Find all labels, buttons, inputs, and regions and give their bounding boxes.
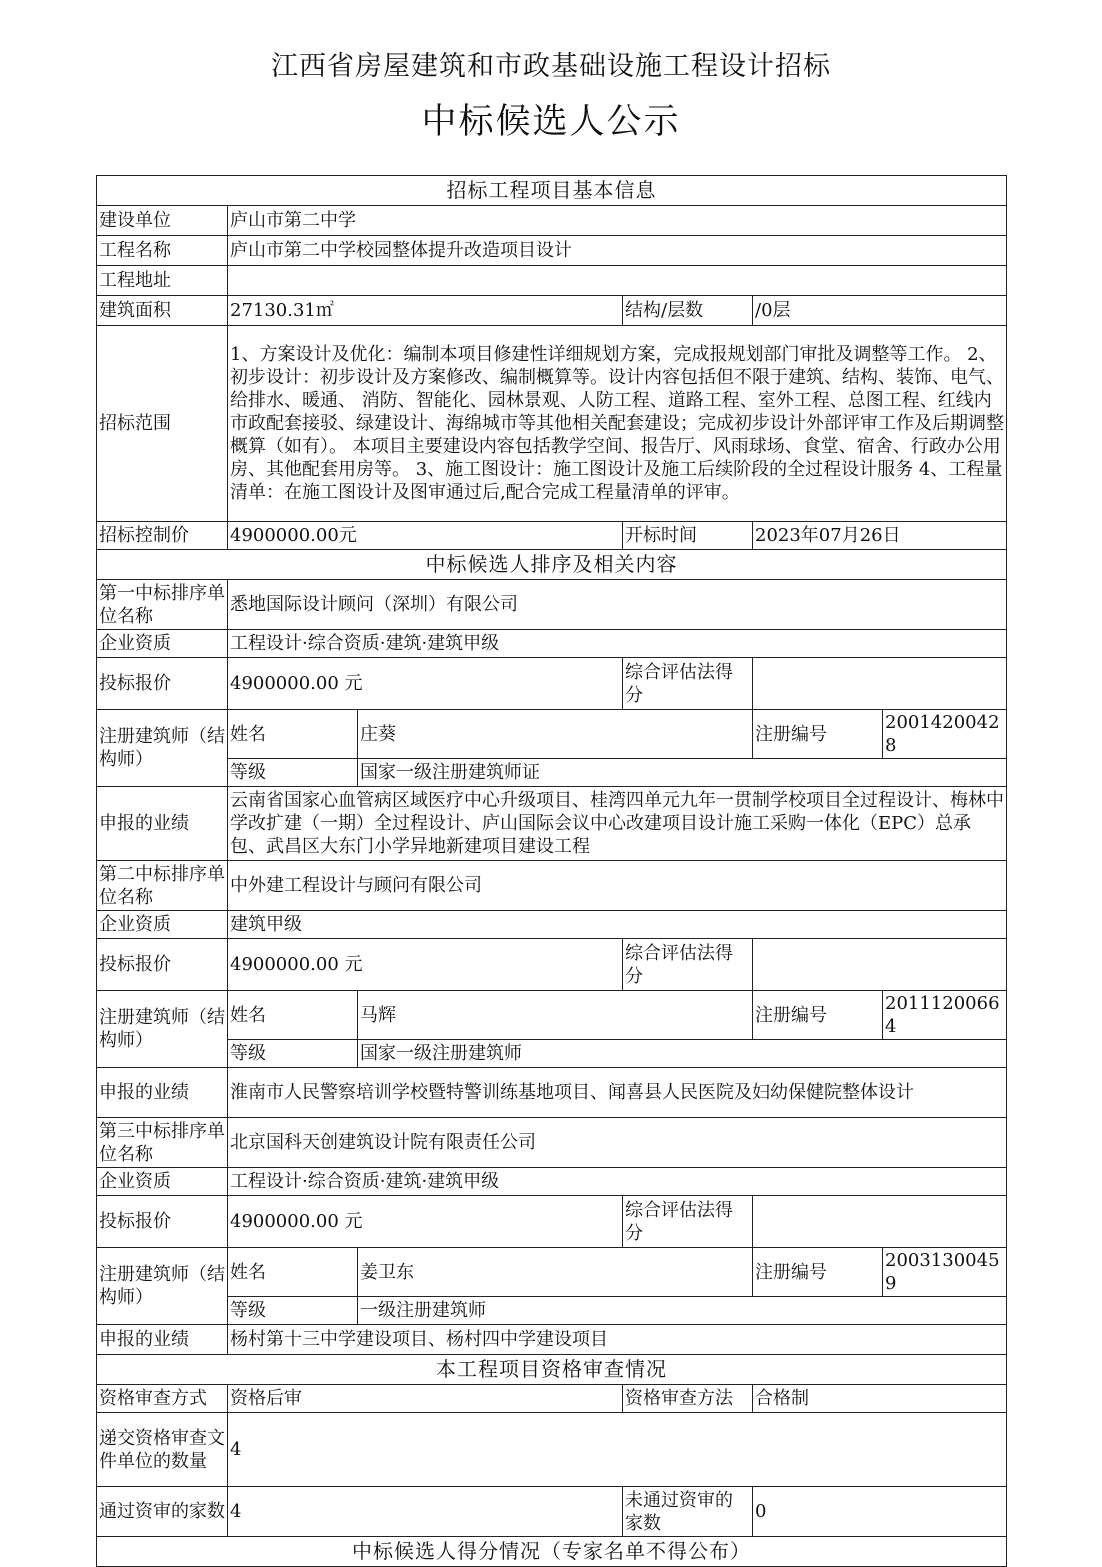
failed-count-label: 未通过资审的家数	[623, 1487, 753, 1537]
scope-label: 招标范围	[97, 326, 228, 522]
candidate-3-name-label: 姓名	[228, 1248, 358, 1297]
passed-count-label: 通过资审的家数	[97, 1487, 228, 1537]
candidate-1-bid-price-label: 投标报价	[97, 658, 228, 710]
candidate-2-qualification: 建筑甲级	[228, 911, 1007, 939]
failed-count-value: 0	[753, 1487, 1007, 1537]
submitted-count-label: 递交资格审查文件单位的数量	[97, 1413, 228, 1487]
builder-value: 庐山市第二中学	[228, 206, 1007, 236]
candidate-1-reg-no-label: 注册编号	[753, 710, 883, 759]
candidate-1-qualification-label: 企业资质	[97, 630, 228, 658]
candidate-2-score-label: 综合评估法得分	[623, 939, 753, 991]
candidate-1-rank-label: 第一中标排序单位名称	[97, 580, 228, 630]
project-name-label: 工程名称	[97, 236, 228, 266]
candidate-1-performance: 云南省国家心血管病区域医疗中心升级项目、桂湾四单元九年一贯制学校项目全过程设计、梅林中学改扩建（一期）全过程设计、庐山国际会议中心改建项目设计施工采购一体化（EPC）总承包、武昌区大东门小学异地新建项目建设工程	[228, 787, 1007, 861]
scope-value: 1、方案设计及优化：编制本项目修建性详细规划方案，完成报规划部门审批及调整等工作。 2、初步设计：初步设计及方案修改、编制概算等。设计内容包括但不限于建筑、结构、装饰、电气、给排水、暖通、 消防、智能化、园林景观、人防工程、道路工程、室外工程、总图工程、红线内市政配套接驳、绿建设计、海绵城市等其他相关配套建设；完成初步设计外部评审工作及后期调整概算（如有）。 本项目主要建设内容包括教学空间、报告厅、风雨球场、食堂、宿舍、行政办公用房、其他配套用房等。 3、施工图设计：施工图设计及施工后续阶段的全过程设计服务 4、工程量清单：在施工图设计及图审通过后,配合完成工程量清单的评审。	[228, 326, 1007, 522]
candidate-3-score-label: 综合评估法得分	[623, 1196, 753, 1248]
candidate-2-name-label: 姓名	[228, 991, 358, 1040]
builder-label: 建设单位	[97, 206, 228, 236]
candidate-2-rank-label: 第二中标排序单位名称	[97, 861, 228, 911]
candidate-1-architect-label: 注册建筑师（结构师）	[97, 710, 228, 787]
candidate-3-bid-price: 4900000.00 元	[228, 1196, 623, 1248]
candidate-3-qualification: 工程设计·综合资质·建筑·建筑甲级	[228, 1168, 1007, 1196]
candidate-1-bid-price: 4900000.00 元	[228, 658, 623, 710]
candidate-2-architect-name: 马辉	[358, 991, 753, 1040]
candidate-1-grade-label: 等级	[228, 759, 358, 787]
section-title-project-info: 招标工程项目基本信息	[97, 176, 1007, 206]
candidate-2-grade-label: 等级	[228, 1040, 358, 1068]
open-time-value: 2023年07月26日	[753, 522, 1007, 550]
candidate-3-qualification-label: 企业资质	[97, 1168, 228, 1196]
candidate-2-score	[753, 939, 1007, 991]
candidate-3-architect-name: 姜卫东	[358, 1248, 753, 1297]
candidate-1-unit: 悉地国际设计顾问（深圳）有限公司	[228, 580, 1007, 630]
passed-count-value: 4	[228, 1487, 623, 1537]
candidate-2-performance: 淮南市人民警察培训学校暨特警训练基地项目、闻喜县人民医院及妇幼保健院整体设计	[228, 1068, 1007, 1118]
candidate-1-grade: 国家一级注册建筑师证	[358, 759, 1007, 787]
announcement-table	[96, 175, 1007, 1567]
section-title-scores: 中标候选人得分情况（专家名单不得公布）	[97, 1537, 1007, 1567]
candidate-2-reg-no-label: 注册编号	[753, 991, 883, 1040]
review-method-label: 资格审查方法	[623, 1385, 753, 1413]
candidate-2-unit: 中外建工程设计与顾问有限公司	[228, 861, 1007, 911]
candidate-1-score	[753, 658, 1007, 710]
candidate-1-qualification: 工程设计·综合资质·建筑·建筑甲级	[228, 630, 1007, 658]
candidate-1-score-label: 综合评估法得分	[623, 658, 753, 710]
candidate-2-reg-no: 20111200664	[883, 991, 1007, 1040]
area-label: 建筑面积	[97, 296, 228, 326]
candidate-2-bid-price: 4900000.00 元	[228, 939, 623, 991]
section-title-qualification-review: 本工程项目资格审查情况	[97, 1355, 1007, 1385]
candidate-3-reg-no: 20031300459	[883, 1248, 1007, 1297]
candidate-3-score	[753, 1196, 1007, 1248]
candidate-2-qualification-label: 企业资质	[97, 911, 228, 939]
project-name-value: 庐山市第二中学校园整体提升改造项目设计	[228, 236, 1007, 266]
candidate-2-performance-label: 申报的业绩	[97, 1068, 228, 1118]
candidate-1-name-label: 姓名	[228, 710, 358, 759]
review-mode-value: 资格后审	[228, 1385, 623, 1413]
candidate-3-rank-label: 第三中标排序单位名称	[97, 1118, 228, 1168]
candidate-1-architect-name: 庄葵	[358, 710, 753, 759]
candidate-3-grade: 一级注册建筑师	[358, 1297, 1007, 1325]
title-line-2: 中标候选人公示	[421, 102, 681, 142]
candidate-3-performance-label: 申报的业绩	[97, 1325, 228, 1355]
candidate-3-unit: 北京国科天创建筑设计院有限责任公司	[228, 1118, 1007, 1168]
candidate-2-grade: 国家一级注册建筑师	[358, 1040, 1007, 1068]
review-method-value: 合格制	[753, 1385, 1007, 1413]
address-label: 工程地址	[97, 266, 228, 296]
title-line-1: 江西省房屋建筑和市政基础设施工程设计招标	[271, 51, 831, 82]
candidate-3-architect-label: 注册建筑师（结构师）	[97, 1248, 228, 1325]
candidate-3-bid-price-label: 投标报价	[97, 1196, 228, 1248]
address-value	[228, 266, 1007, 296]
control-price-value: 4900000.00元	[228, 522, 623, 550]
submitted-count-value: 4	[228, 1413, 1007, 1487]
structure-label: 结构/层数	[623, 296, 753, 326]
candidate-1-reg-no: 20014200428	[883, 710, 1007, 759]
candidate-3-reg-no-label: 注册编号	[753, 1248, 883, 1297]
candidate-2-bid-price-label: 投标报价	[97, 939, 228, 991]
area-value: 27130.31㎡	[228, 296, 623, 326]
candidate-1-performance-label: 申报的业绩	[97, 787, 228, 861]
section-title-candidates: 中标候选人排序及相关内容	[97, 550, 1007, 580]
open-time-label: 开标时间	[623, 522, 753, 550]
review-mode-label: 资格审查方式	[97, 1385, 228, 1413]
candidate-3-grade-label: 等级	[228, 1297, 358, 1325]
candidate-2-architect-label: 注册建筑师（结构师）	[97, 991, 228, 1068]
structure-value: /0层	[753, 296, 1007, 326]
control-price-label: 招标控制价	[97, 522, 228, 550]
candidate-3-performance: 杨村第十三中学建设项目、杨村四中学建设项目	[228, 1325, 1007, 1355]
